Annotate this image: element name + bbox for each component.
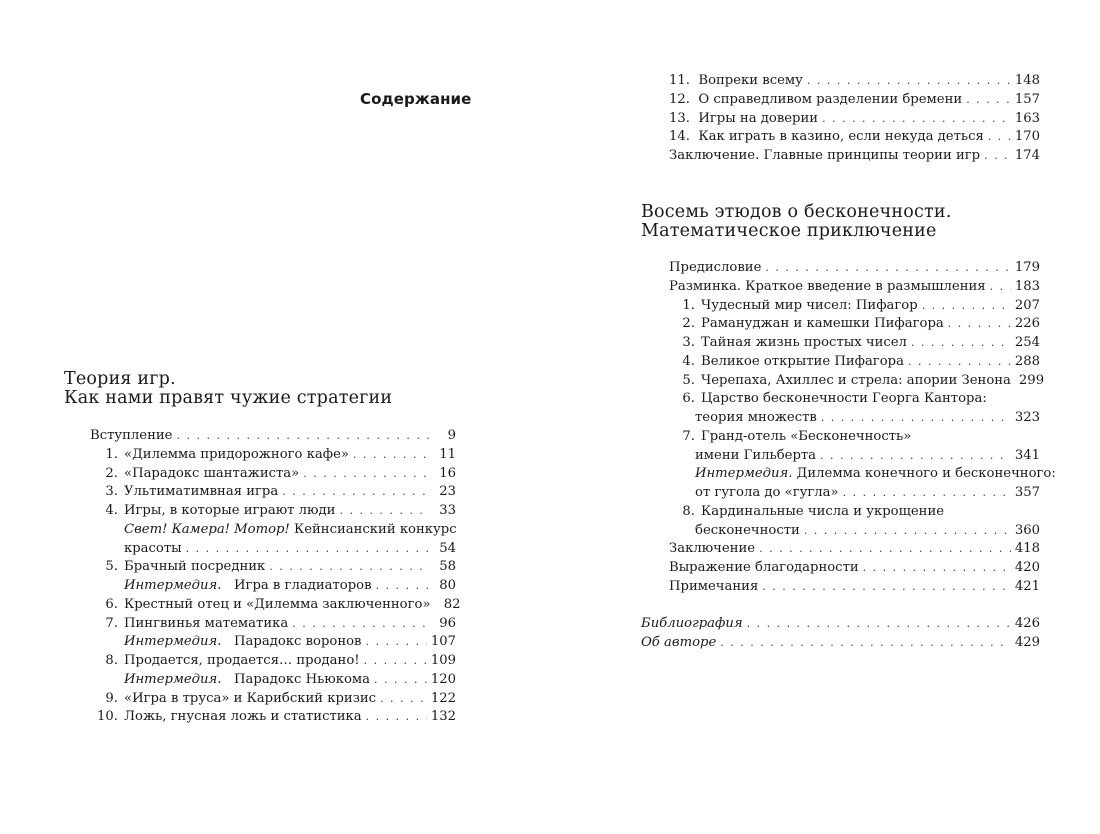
toc-entry-number: 6.: [105, 596, 118, 612]
toc-entry[interactable]: [669, 278, 1040, 297]
dot-leader: [366, 708, 427, 727]
toc-entry-title: Тайная жизнь простых чисел: [701, 335, 907, 350]
toc-entry-title: бесконечности: [695, 522, 800, 538]
toc-entry-title-text: Вопреки всему: [698, 73, 803, 88]
toc-entry[interactable]: [92, 521, 456, 540]
right-page: [550, 0, 1100, 834]
toc-entry[interactable]: [669, 428, 1040, 447]
toc-entry[interactable]: [92, 690, 456, 709]
dot-leader: [376, 577, 430, 596]
toc-entry-page: 109: [430, 653, 456, 668]
book1-title: [64, 370, 392, 408]
toc-entry-page: 420: [1014, 560, 1040, 575]
toc-entry-number: 5.: [105, 559, 118, 575]
book1-title-line2: Как нами правят чужие стратегии: [64, 388, 393, 408]
toc-entry-title-text: Парадокс Ньюкома: [234, 671, 371, 687]
dot-leader: [807, 72, 1011, 91]
toc-entry-page: 360: [1014, 522, 1040, 538]
toc-entry[interactable]: [669, 315, 1040, 334]
toc-entry-title: «Игра в труса» и Карибский кризис: [124, 690, 377, 706]
toc-entry-title: красоты: [124, 540, 182, 556]
toc-entry-about-author[interactable]: [641, 634, 1040, 653]
toc-entry-page: 226: [1014, 316, 1040, 332]
toc-entry-title: [669, 72, 803, 91]
toc-entry-title: [124, 521, 457, 540]
toc-entry-number: 8.: [105, 653, 118, 668]
dot-leader: [720, 634, 1011, 653]
toc-entry-title: Черепаха, Ахиллес и стрела: апории Зенона: [701, 372, 1011, 388]
dot-leader: [820, 447, 1011, 466]
toc-entry-title: Ложь, гнусная ложь и статистика: [124, 709, 362, 725]
toc-entry-number: 11.: [669, 73, 690, 88]
toc-entry-title-text: Кейнсианский конкурс: [294, 521, 457, 537]
dot-leader: [374, 671, 427, 690]
dot-leader: [747, 615, 1011, 634]
back-matter-list: [641, 615, 1040, 653]
toc-entry-page: 80: [439, 578, 456, 593]
toc-entry-title: «Дилемма придорожного кафе»: [124, 446, 349, 462]
toc-entry-page: 170: [1014, 129, 1040, 145]
toc-entry-page: 122: [430, 690, 456, 706]
toc-entry-title-text: Как играть в казино, если некуда деться: [698, 129, 984, 145]
toc-entry[interactable]: [92, 540, 456, 559]
toc-entry-page: 174: [1014, 148, 1040, 163]
toc-entry[interactable]: [92, 596, 461, 615]
toc-entry-page: 132: [430, 709, 456, 725]
toc-entry-title-text: Дилемма конечного и бесконечного:: [796, 466, 1056, 482]
toc-entry[interactable]: [669, 353, 1040, 372]
toc-entry-italic: Интермедия.: [124, 578, 222, 593]
toc-entry-title: имени Гильберта: [695, 447, 817, 463]
toc-entry-page: 58: [439, 559, 456, 575]
dot-leader: [822, 110, 1011, 129]
toc-entry-title: Брачный посредник: [124, 559, 266, 575]
toc-entry[interactable]: [669, 334, 1040, 353]
toc-entry-title: [669, 91, 962, 110]
toc-entry-title: [669, 110, 818, 129]
toc-entry-page: 288: [1014, 353, 1040, 369]
toc-entry-title: Кардинальные числа и укрощение: [701, 503, 945, 519]
toc-entry[interactable]: [669, 559, 1040, 578]
toc-entry-title: Разминка. Краткое введение в размышления: [669, 278, 986, 294]
toc-entry-title: Царство бесконечности Георга Кантора:: [701, 391, 987, 407]
toc-entry[interactable]: [669, 390, 1040, 409]
toc-entry-number: 9.: [105, 690, 118, 706]
toc-entry-page: 23: [439, 484, 456, 500]
toc-entry-number: 2.: [105, 465, 118, 481]
dot-leader: [922, 297, 1011, 316]
toc-entry-title: Выражение благодарности: [669, 560, 859, 575]
toc-entry-number: 6.: [682, 391, 695, 407]
toc-entry-page: 179: [1014, 260, 1040, 275]
book1-toc-continued: [669, 72, 1040, 166]
dot-leader: [353, 446, 430, 465]
dot-leader: [765, 259, 1010, 278]
toc-entry-page: 107: [430, 634, 456, 650]
toc-entry-page: 254: [1014, 335, 1040, 350]
toc-entry-number: 2.: [682, 316, 695, 332]
dot-leader: [292, 615, 430, 634]
toc-entry[interactable]: [669, 91, 1040, 110]
book2-title-line1: Восемь этюдов о бесконечности.: [641, 202, 952, 222]
toc-entry[interactable]: [92, 577, 456, 596]
toc-entry[interactable]: [669, 484, 1040, 503]
toc-entry-page: 357: [1014, 485, 1040, 500]
toc-entry-title-text: Игра в гладиаторов: [234, 578, 372, 593]
toc-entry[interactable]: [92, 502, 456, 521]
toc-entry-title: Заключение: [669, 541, 756, 557]
dot-leader: [984, 147, 1011, 166]
toc-entry[interactable]: [92, 465, 456, 484]
toc-entry[interactable]: [669, 522, 1040, 541]
toc-entry-italic: Интермедия.: [695, 466, 793, 482]
toc-entry-title: [669, 128, 984, 147]
toc-entry-number: 7.: [105, 615, 118, 631]
toc-entry[interactable]: [669, 110, 1040, 129]
toc-entry-title: [695, 465, 1056, 484]
dot-leader: [759, 540, 1011, 559]
dot-leader: [843, 484, 1011, 503]
toc-entry-title: Предисловие: [669, 260, 762, 275]
toc-entry-page: 148: [1014, 73, 1040, 88]
toc-entry-page: 418: [1014, 541, 1040, 557]
dot-leader: [269, 558, 430, 577]
toc-entry[interactable]: [669, 540, 1040, 559]
dot-leader: [282, 483, 430, 502]
toc-entry-title: «Парадокс шантажиста»: [124, 465, 300, 481]
toc-entry[interactable]: [669, 372, 1045, 391]
toc-entry-number: 7.: [682, 428, 695, 444]
toc-entry[interactable]: [92, 446, 456, 465]
toc-entry[interactable]: [92, 652, 456, 671]
toc-entry[interactable]: [92, 558, 456, 577]
toc-entry-title-text: Парадокс воронов: [234, 634, 362, 650]
toc-entry-number: 1.: [682, 297, 695, 313]
toc-entry-title: Рамануджан и камешки Пифагора: [701, 316, 944, 332]
toc-entry[interactable]: [92, 633, 456, 652]
toc-entry-page: 426: [1014, 616, 1040, 631]
toc-entry-title: Об авторе: [641, 634, 717, 650]
toc-entry-page: 207: [1014, 297, 1040, 313]
toc-entry[interactable]: [669, 147, 1040, 166]
toc-entry-title: Библиография: [641, 616, 743, 631]
book2-title: [641, 203, 951, 241]
toc-entry-title: теория множеств: [695, 410, 817, 425]
toc-entry-title: Великое открытие Пифагора: [701, 353, 904, 369]
toc-entry-page: 16: [439, 465, 456, 481]
toc-entry-title: Заключение. Главные принципы теории игр: [669, 148, 981, 163]
toc-entry-number: 12.: [669, 91, 690, 107]
toc-entry-title: Крестный отец и «Дилемма заключенного»: [124, 596, 431, 612]
book2-title-line2: Математическое приключение: [641, 221, 937, 241]
toc-entry[interactable]: [92, 615, 456, 634]
toc-entry-title-text: Игры на доверии: [698, 110, 819, 126]
toc-entry[interactable]: [669, 259, 1040, 278]
toc-entry[interactable]: [669, 409, 1040, 428]
toc-entry[interactable]: [669, 297, 1040, 316]
toc-entry-page: 54: [439, 540, 456, 556]
toc-entry-page: 96: [439, 615, 456, 631]
toc-entry[interactable]: [92, 483, 456, 502]
dot-leader: [303, 465, 430, 484]
toc-entry-number: 3.: [105, 484, 118, 500]
toc-entry-title: Продается, продается… продано!: [124, 653, 360, 668]
toc-entry-page: 157: [1014, 91, 1040, 107]
book2-toc-list: [669, 259, 1056, 597]
book1-title-line1: Теория игр.: [64, 369, 176, 389]
toc-entry-page: 120: [430, 671, 456, 687]
dot-leader: [339, 502, 430, 521]
toc-entry[interactable]: [669, 465, 1056, 484]
toc-entry-bibliography[interactable]: [641, 615, 1040, 634]
dot-leader: [911, 334, 1011, 353]
dot-leader: [966, 91, 1011, 110]
toc-entry-page: 163: [1014, 110, 1040, 126]
toc-entry-italic: Интермедия.: [124, 634, 222, 650]
dot-leader: [177, 427, 431, 446]
toc-entry-number: 3.: [682, 335, 695, 350]
dot-leader: [365, 633, 426, 652]
toc-entry-page: 11: [439, 446, 456, 462]
toc-entry-number: 1.: [105, 446, 118, 462]
toc-entry-page: 33: [439, 503, 456, 518]
toc-entry-title: Вступление: [90, 428, 173, 443]
dot-leader: [364, 652, 427, 671]
dot-leader: [863, 559, 1011, 578]
toc-entry-page: 299: [1018, 372, 1045, 388]
toc-entry[interactable]: [669, 447, 1040, 466]
toc-entry-number: 4.: [105, 503, 118, 518]
toc-entry[interactable]: [92, 671, 456, 690]
toc-entry-number: 13.: [669, 110, 690, 126]
toc-entry-title: Чудесный мир чисел: Пифагор: [701, 297, 918, 313]
dot-leader: [988, 128, 1011, 147]
toc-entry-number: 10.: [97, 709, 118, 725]
dot-leader: [762, 578, 1011, 597]
toc-entry-page: 323: [1014, 410, 1040, 425]
toc-entry-page: 183: [1014, 278, 1040, 294]
dot-leader: [990, 278, 1011, 297]
toc-entry[interactable]: [669, 128, 1040, 147]
toc-entry[interactable]: [669, 72, 1040, 91]
toc-entry[interactable]: [669, 503, 1040, 522]
toc-entry-title: Ультиматимвная игра: [124, 484, 279, 500]
dot-leader: [948, 315, 1011, 334]
toc-entry-italic: Интермедия.: [124, 671, 222, 687]
toc-entry[interactable]: [90, 427, 456, 446]
dot-leader: [186, 540, 430, 559]
dot-leader: [380, 690, 427, 709]
dot-leader: [804, 522, 1011, 541]
dot-leader: [908, 353, 1011, 372]
toc-entry-title: от гугола до «гугла»: [695, 485, 839, 500]
toc-entry-title: Игры, в которые играют люди: [124, 503, 336, 518]
toc-entry-page: 341: [1014, 447, 1040, 463]
toc-entry-number: 8.: [682, 503, 695, 519]
toc-entry-page: 421: [1014, 578, 1040, 594]
toc-entry-number: 4.: [682, 353, 695, 369]
toc-entry-title: Пингвинья математика: [124, 615, 289, 631]
toc-entry-number: 5.: [682, 372, 695, 388]
toc-entry-title: [124, 671, 370, 690]
toc-entry-title: [124, 633, 361, 652]
dot-leader: [821, 409, 1011, 428]
toc-entry-page: 429: [1014, 634, 1040, 650]
toc-entry-page: 82: [443, 596, 461, 612]
toc-entry-title-text: О справедливом разделении бремени: [698, 91, 963, 107]
toc-entry-title: Примечания: [669, 578, 759, 594]
toc-entry[interactable]: [669, 578, 1040, 597]
toc-entry-title: Гранд-отель «Бесконечность»: [701, 428, 912, 444]
book1-toc-list: [90, 427, 461, 727]
toc-entry-italic: Свет! Камера! Мотор!: [124, 521, 290, 537]
toc-heading: Содержание: [360, 90, 472, 108]
toc-entry-title: [124, 577, 372, 596]
toc-entry-page: 9: [447, 428, 456, 443]
toc-entry[interactable]: [92, 708, 456, 727]
toc-entry-number: 14.: [669, 129, 690, 145]
